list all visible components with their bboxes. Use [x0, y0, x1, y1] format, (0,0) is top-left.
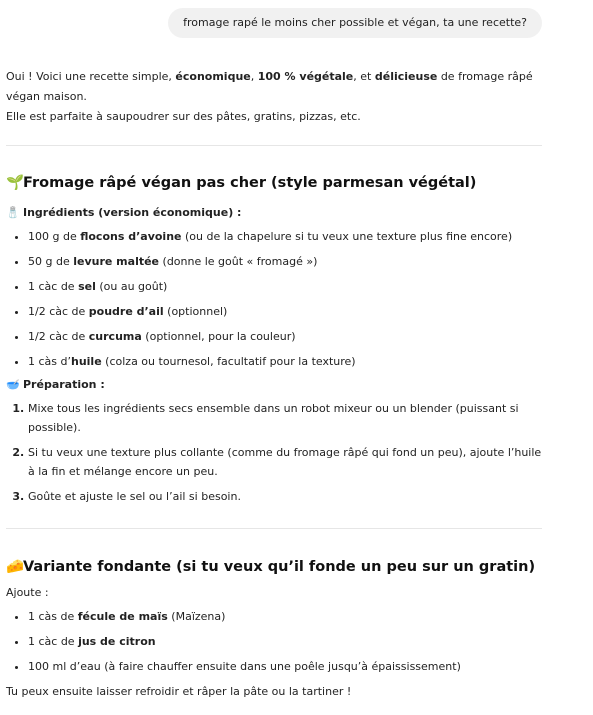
salt-icon: 🧂	[6, 206, 20, 219]
intro-paragraph	[6, 67, 542, 127]
intro-bold: 100 % végétale	[257, 70, 354, 83]
intro-text: de fromage râpé végan maison.	[6, 70, 533, 103]
ingredients-heading	[6, 205, 542, 221]
ingredients-list	[6, 227, 542, 371]
cheese-icon: 🧀	[6, 559, 25, 575]
list-item: 2. Si tu veux une texture plus collante (comme du fromage râpé qui fond un peu), ajoute l’huile à la fin et mélange encore un peu.	[28, 443, 542, 481]
section-title	[6, 173, 542, 193]
intro-text: Oui ! Voici une recette simple,	[6, 70, 176, 83]
bowl-icon: 🥣	[6, 378, 20, 391]
user-message-row	[168, 8, 542, 38]
section-divider	[6, 145, 542, 146]
user-message-bubble: fromage rapé le moins cher possible et végan, ta une recette?	[168, 8, 542, 38]
ingredients-heading-text: Ingrédients (version économique) :	[23, 206, 242, 219]
variant-list	[6, 607, 542, 676]
list-item: • 1 càs de fécule de maïs (Maïzena)	[28, 607, 542, 626]
list-item: • 50 g de levure maltée (donne le goût « fromagé »)	[28, 252, 542, 271]
intro-text: ,	[250, 70, 258, 83]
section-title-text: Variante fondante (si tu veux qu’il fonde un peu sur un gratin)	[23, 559, 536, 575]
preparation-steps	[6, 399, 542, 506]
seedling-icon: 🌱	[6, 175, 25, 191]
list-item: • 1 càc de jus de citron	[28, 632, 542, 651]
list-item: 3. Goûte et ajuste le sel ou l’ail si besoin.	[28, 487, 542, 506]
assistant-response	[6, 66, 542, 702]
list-item: 1. Mixe tous les ingrédients secs ensemble dans un robot mixeur ou un blender (puissant si possible).	[28, 399, 542, 437]
intro-text: Elle est parfaite à saupoudrer sur des pâtes, gratins, pizzas, etc.	[6, 110, 361, 123]
list-item: • 100 ml d’eau (à faire chauffer ensuite dans une poêle jusqu’à épaississement)	[28, 657, 542, 676]
variant-intro: Ajoute :	[6, 586, 49, 599]
preparation-heading	[6, 377, 542, 393]
intro-bold: délicieuse	[374, 70, 438, 83]
list-item: • 1/2 càc de poudre d’ail (optionnel)	[28, 302, 542, 321]
list-item: • 1 càc de sel (ou au goût)	[28, 277, 542, 296]
intro-text: , et	[353, 70, 375, 83]
section-title-text: Fromage râpé végan pas cher (style parmesan végétal)	[23, 175, 477, 191]
list-item: • 1 càs d’huile (colza ou tournesol, facultatif pour la texture)	[28, 352, 542, 371]
variant-outro: Tu peux ensuite laisser refroidir et râper la pâte ou la tartiner !	[6, 685, 352, 698]
section-divider	[6, 528, 542, 529]
preparation-heading-text: Préparation :	[23, 378, 105, 391]
list-item: • 1/2 càc de curcuma (optionnel, pour la couleur)	[28, 327, 542, 346]
section-title	[6, 557, 542, 577]
intro-bold: économique	[175, 70, 251, 83]
list-item: • 100 g de flocons d’avoine (ou de la chapelure si tu veux une texture plus fine encore)	[28, 227, 542, 246]
